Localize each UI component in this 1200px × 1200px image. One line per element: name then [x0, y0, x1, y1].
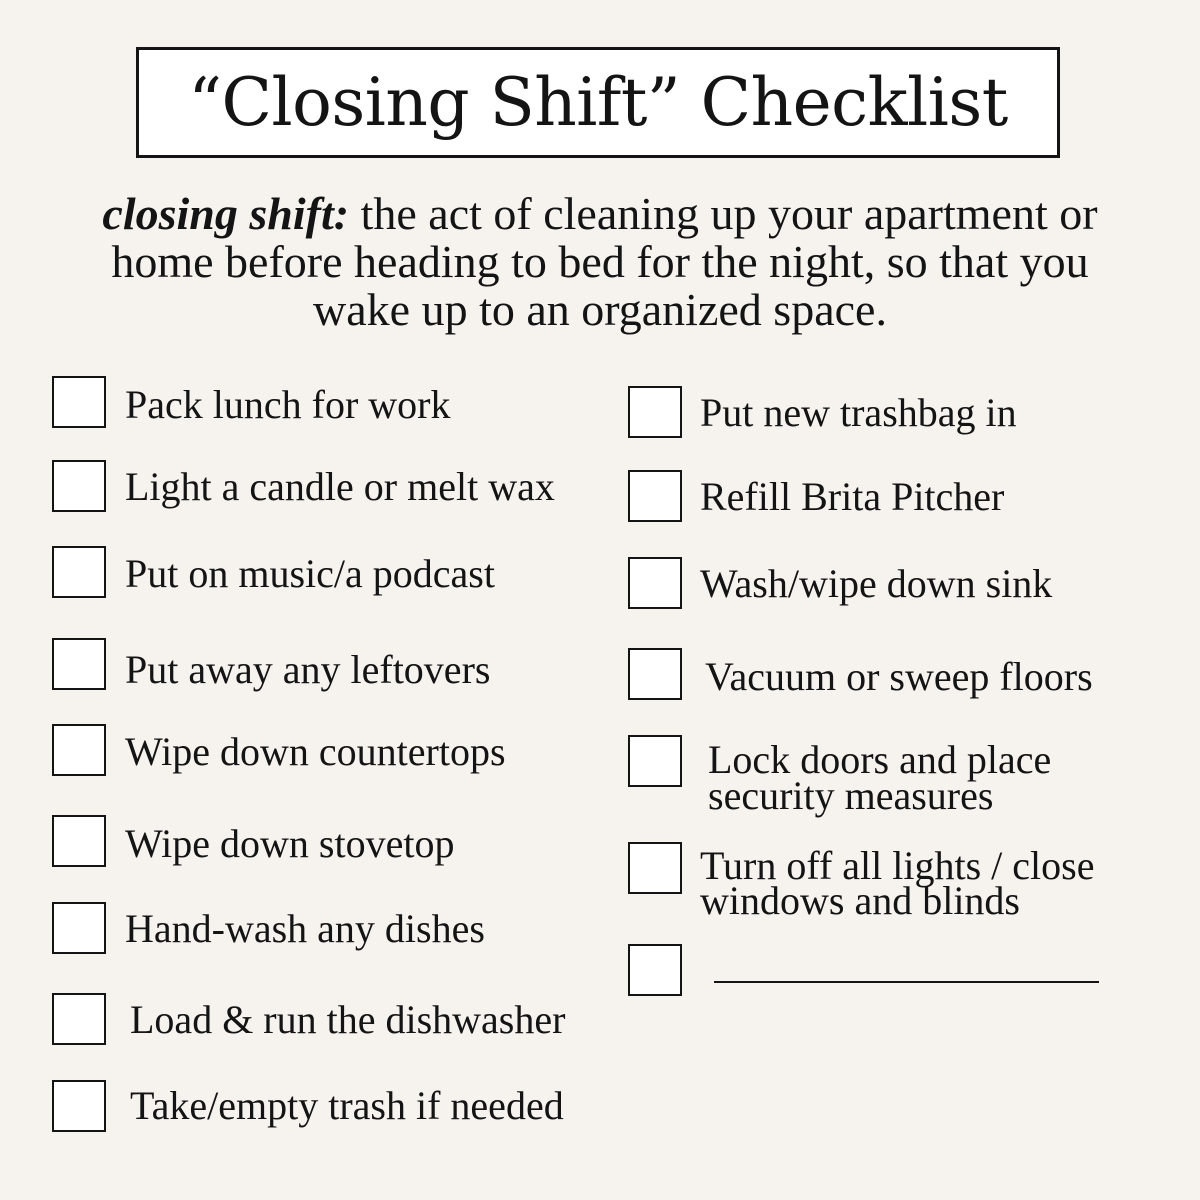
item-label-new-trashbag: Put new trashbag in — [700, 390, 1017, 435]
checkbox-put-away-leftovers[interactable] — [52, 638, 106, 690]
checkbox-pack-lunch[interactable] — [52, 376, 106, 428]
item-label-put-away-leftovers: Put away any leftovers — [125, 647, 491, 692]
page-title: “Closing Shift” Checklist — [188, 64, 1008, 141]
item-label-pack-lunch: Pack lunch for work — [125, 382, 451, 427]
checkbox-wash-sink[interactable] — [628, 557, 682, 609]
item-label-turn-off-lights-line1: Turn off all lights / close — [700, 843, 1095, 888]
checkbox-vacuum-floors[interactable] — [628, 648, 682, 700]
definition — [60, 190, 1140, 334]
custom-item-blank-line[interactable] — [714, 981, 1099, 983]
checkbox-refill-brita[interactable] — [628, 470, 682, 522]
item-label-wipe-stovetop: Wipe down stovetop — [125, 821, 455, 866]
item-label-vacuum-floors: Vacuum or sweep floors — [705, 654, 1093, 699]
item-label-empty-trash: Take/empty trash if needed — [130, 1083, 564, 1128]
title-box — [136, 47, 1060, 158]
checkbox-light-candle[interactable] — [52, 460, 106, 512]
checkbox-turn-off-lights[interactable] — [628, 842, 682, 894]
checkbox-put-on-music[interactable] — [52, 546, 106, 598]
item-label-wipe-countertops: Wipe down countertops — [125, 729, 506, 774]
definition-term: closing shift: — [102, 188, 350, 239]
item-label-turn-off-lights-line2: windows and blinds — [700, 878, 1020, 923]
checkbox-wipe-stovetop[interactable] — [52, 815, 106, 867]
checkbox-empty-trash[interactable] — [52, 1080, 106, 1132]
item-label-put-on-music: Put on music/a podcast — [125, 551, 495, 596]
item-label-lock-doors-line1: Lock doors and place — [708, 737, 1052, 782]
checkbox-wipe-countertops[interactable] — [52, 724, 106, 776]
item-label-lock-doors-line2: security measures — [708, 773, 994, 818]
item-label-hand-wash-dishes: Hand-wash any dishes — [125, 906, 485, 951]
checkbox-load-dishwasher[interactable] — [52, 993, 106, 1045]
item-label-wash-sink: Wash/wipe down sink — [700, 561, 1053, 606]
item-label-light-candle: Light a candle or melt wax — [125, 464, 555, 509]
item-label-refill-brita: Refill Brita Pitcher — [700, 474, 1005, 519]
checkbox-hand-wash-dishes[interactable] — [52, 902, 106, 954]
definition-text: the act of cleaning up your apartment or home before heading to bed for the night, so that you wake up to an organized space. — [111, 188, 1098, 335]
item-label-load-dishwasher: Load & run the dishwasher — [130, 997, 566, 1042]
checkbox-custom-item[interactable] — [628, 944, 682, 996]
checkbox-lock-doors[interactable] — [628, 735, 682, 787]
checkbox-new-trashbag[interactable] — [628, 386, 682, 438]
